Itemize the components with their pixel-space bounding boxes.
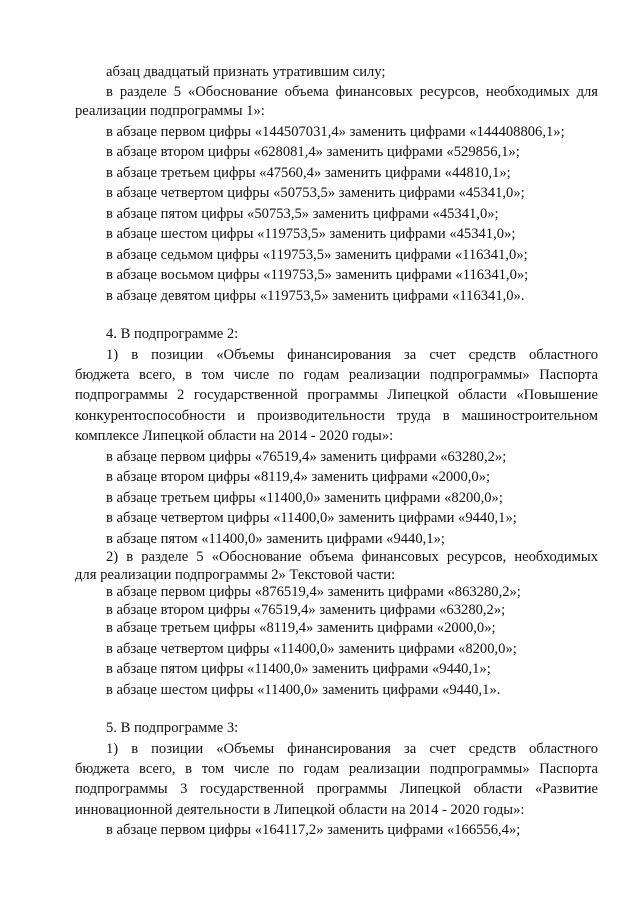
list-item: в абзаце четвертом цифры «11400,0» заменить цифрами «9440,1»; (106, 510, 517, 526)
list-item: в абзаце шестом цифры «119753,5» заменить цифрами «45341,0»; (106, 226, 516, 242)
list-item: в абзаце девятом цифры «119753,5» заменить цифрами «116341,0». (106, 288, 525, 304)
list-item: в абзаце пятом цифры «50753,5» заменить цифрами «45341,0»; (106, 206, 499, 222)
section-heading: 5. В подпрограмме 3: (106, 720, 239, 736)
paragraph-line: бюджета всего, в том числе по годам реализации подпрограммы» Паспорта (75, 367, 598, 383)
list-item: в абзаце седьмом цифры «119753,5» заменить цифрами «116341,0»; (106, 247, 528, 263)
list-item: в абзаце шестом цифры «11400,0» заменить цифрами «9440,1». (106, 682, 501, 698)
paragraph-line: реализации подпрограммы 1»: (75, 103, 265, 119)
list-item: в абзаце четвертом цифры «50753,5» заменить цифрами «45341,0»; (106, 185, 525, 201)
list-item: в абзаце первом цифры «76519,4» заменить цифрами «63280,2»; (106, 449, 507, 465)
paragraph-line: подпрограммы 3 государственной программы Липецкой области «Развитие (75, 781, 598, 797)
list-item: в абзаце пятом цифры «11400,0» заменить цифрами «9440,1»; (106, 661, 491, 677)
list-item: в абзаце третьем цифры «8119,4» заменить цифрами «2000,0»; (106, 620, 496, 636)
list-item: в абзаце втором цифры «76519,4» заменить цифрами «63280,2»; (106, 602, 506, 618)
list-item: в абзаце первом цифры «876519,4» заменить цифрами «863280,2»; (106, 584, 521, 600)
list-item: в абзаце третьем цифры «47560,4» заменить цифрами «44810,1»; (106, 165, 511, 181)
paragraph-line: 1) в позиции «Объемы финансирования за счет средств областного (106, 347, 598, 363)
list-item: в абзаце втором цифры «8119,4» заменить цифрами «2000,0»; (106, 469, 491, 485)
paragraph-line: инновационной деятельности в Липецкой области на 2014 - 2020 годы»: (75, 802, 525, 818)
paragraph-line: 2) в разделе 5 «Обоснование объема финансовых ресурсов, необходимых (106, 549, 598, 565)
list-item: в абзаце втором цифры «628081,4» заменить цифрами «529856,1»; (106, 144, 520, 160)
paragraph-line: в разделе 5 «Обоснование объема финансовых ресурсов, необходимых для (106, 84, 598, 100)
list-item: в абзаце третьем цифры «11400,0» заменить цифрами «8200,0»; (106, 490, 503, 506)
list-item: в абзаце первом цифры «164117,2» заменить цифрами «166556,4»; (106, 822, 521, 838)
list-item: в абзаце пятом «11400,0» заменить цифрами «9440,1»; (106, 531, 445, 547)
paragraph-line: конкурентоспособности и производительности труда в машиностроительном (75, 408, 598, 424)
paragraph-line: бюджета всего, в том числе по годам реализации подпрограммы» Паспорта (75, 761, 598, 777)
paragraph-line: 1) в позиции «Объемы финансирования за счет средств областного (106, 741, 598, 757)
paragraph-line: для реализации подпрограммы 2» Текстовой части: (75, 567, 396, 583)
list-item: в абзаце первом цифры «144507031,4» заменить цифрами «144408806,1»; (106, 124, 565, 140)
section-heading: 4. В подпрограмме 2: (106, 326, 239, 342)
paragraph-line: абзац двадцатый признать утратившим силу; (106, 64, 386, 80)
list-item: в абзаце восьмом цифры «119753,5» заменить цифрами «116341,0»; (106, 267, 529, 283)
paragraph-line: подпрограммы 2 государственной программы Липецкой области «Повышение (75, 387, 598, 403)
paragraph-line: комплексе Липецкой области на 2014 - 2020 годы»: (75, 428, 394, 444)
list-item: в абзаце четвертом цифры «11400,0» заменить цифрами «8200,0»; (106, 641, 517, 657)
